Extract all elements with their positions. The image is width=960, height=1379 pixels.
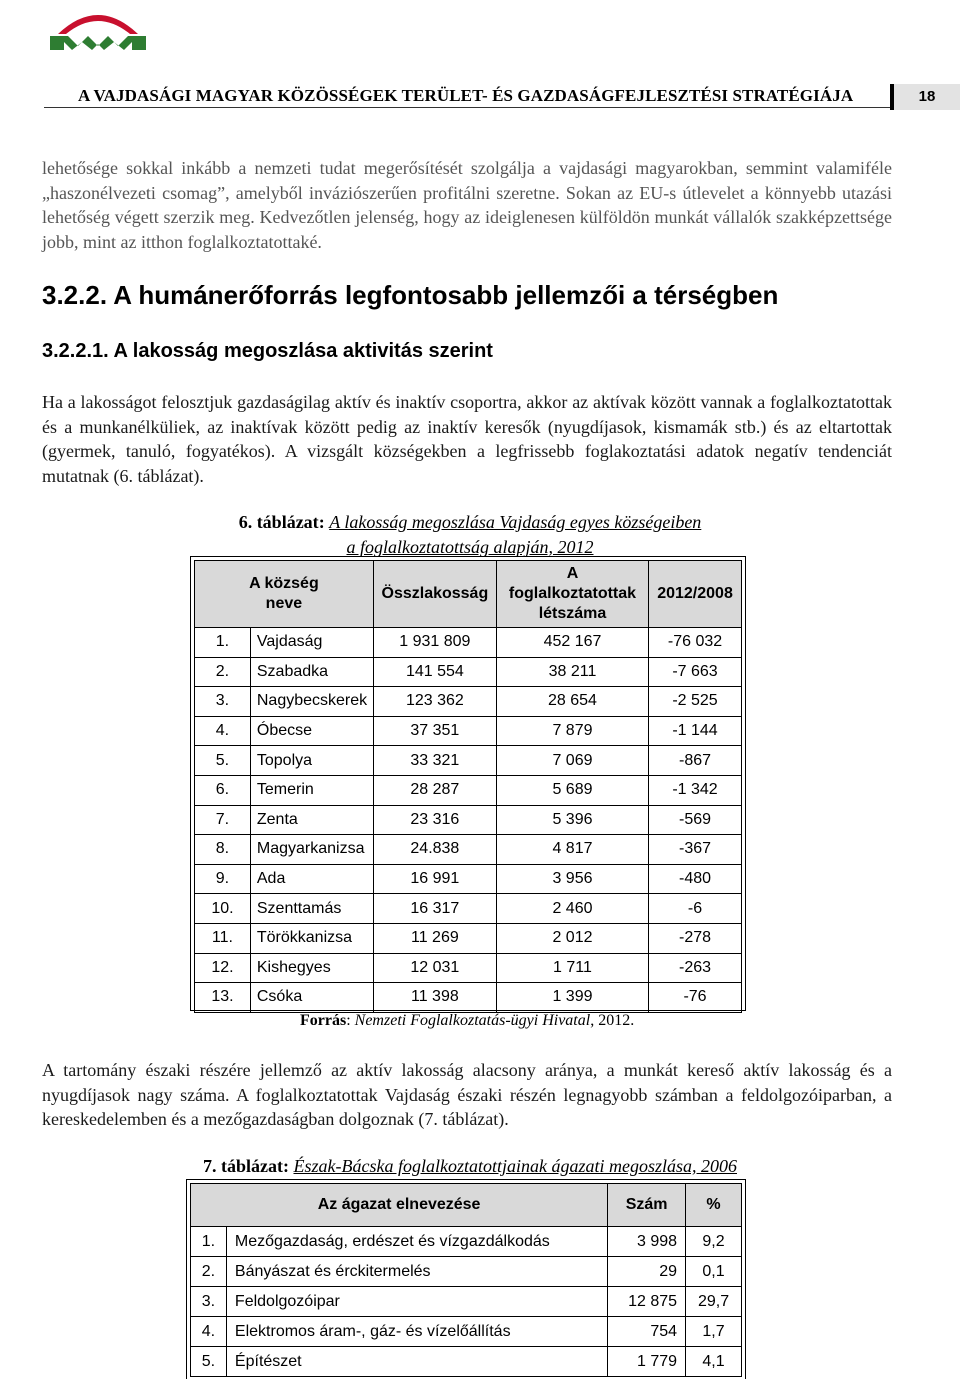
table7-header-sector: Az ágazat elnevezése (191, 1184, 608, 1227)
table6-row (195, 746, 742, 776)
table7-cell-row-number: 4. (191, 1317, 227, 1347)
table6-cell-employed: 452 167 (496, 628, 648, 658)
table7-row (191, 1227, 742, 1257)
table6-cell-row-number: 7. (195, 805, 251, 835)
table7-cell-count: 1 779 (608, 1347, 686, 1377)
table6-source: Forrás: Nemzeti Foglalkoztatás-ügyi Hivatal, 2012. (300, 1012, 635, 1029)
subsection-heading: 3.2.2.1. A lakosság megoszlása aktivitás szerint (42, 340, 493, 362)
table7-cell-sector-name: Építészet (226, 1347, 607, 1377)
table6-cell-municipality-name: Ada (250, 864, 373, 894)
table6-cell-population: 16 991 (373, 864, 496, 894)
table6-cell-municipality-name: Magyarkanizsa (250, 835, 373, 865)
table6-cell-change: -569 (649, 805, 742, 835)
table6-cell-employed: 1 711 (496, 953, 648, 983)
table7-cell-count: 12 875 (608, 1287, 686, 1317)
table6-cell-population: 24.838 (373, 835, 496, 865)
table7-cell-sector-name: Mezőgazdaság, erdészet és vízgazdálkodás (226, 1227, 607, 1257)
table6-cell-employed: 1 399 (496, 983, 648, 1013)
table6-header-population: Összlakosság (373, 561, 496, 628)
table6-cell-change: -480 (649, 864, 742, 894)
table6-caption: 6. táblázat: A lakosság megoszlása Vajdaság egyes községeiben (238, 512, 702, 532)
table6-cell-population: 16 317 (373, 894, 496, 924)
table6-cell-change: -263 (649, 953, 742, 983)
table6-cell-employed: 2 012 (496, 923, 648, 953)
intro-paragraph: lehetősége sokkal inkább a nemzeti tudat megerősítését szolgálja a vajdasági magyarokban, semmint valamiféle „haszonélvezeti csomag”, amelyből inváziószerűen profitálni szeretne. Sokan az EU-s útlevelet a könnyebb utazási lehetőség végett szerzik meg. Kedvezőtlen jelenség, hogy az ideiglenesen külföldön munkát vállalók szakképzettsége jobb, mint az itthon foglalkoztatottaké. (42, 158, 892, 252)
page-number: 18 (890, 84, 960, 110)
table6-cell-population: 11 269 (373, 923, 496, 953)
table7-label: 7. táblázat (203, 1156, 283, 1176)
table6-row (195, 864, 742, 894)
table7-cell-percent: 0,1 (686, 1257, 742, 1287)
table7-row (191, 1347, 742, 1377)
table7-header-row (191, 1184, 742, 1227)
table6-cell-change: -367 (649, 835, 742, 865)
table6-cell-row-number: 11. (195, 923, 251, 953)
table6-title-line1: A lakosság megoszlása Vajdaság egyes községeiben (329, 512, 702, 532)
table6-cell-population: 23 316 (373, 805, 496, 835)
table6-cell-population: 11 398 (373, 983, 496, 1013)
table6-row (195, 775, 742, 805)
table6-cell-row-number: 1. (195, 628, 251, 658)
organization-logo (44, 4, 152, 52)
table6-header-change: 2012/2008 (649, 561, 742, 628)
paragraph-north: A tartomány északi részére jellemző az aktív lakosság alacsony aránya, a munkát kereső aktív lakosság és a nyugdíjasok nagy száma. A foglalkoztatottak Vajdaság északi részén legnagyobb számban a feldolgozóiparban, a kereskedelemben és a mezőgazdaságban dolgoznak (7. táblázat). (42, 1060, 892, 1129)
table7-cell-count: 29 (608, 1257, 686, 1287)
table6-cell-population: 141 554 (373, 657, 496, 687)
table6-cell-population: 37 351 (373, 716, 496, 746)
table6-header-employed: A foglalkoztatottak létszáma (496, 561, 648, 628)
table6-cell-change: -1 144 (649, 716, 742, 746)
table7-cell-percent: 29,7 (686, 1287, 742, 1317)
table6-cell-change: -278 (649, 923, 742, 953)
table7-row (191, 1317, 742, 1347)
table6-cell-change: -1 342 (649, 775, 742, 805)
table6-cell-employed: 28 654 (496, 687, 648, 717)
table6-cell-municipality-name: Csóka (250, 983, 373, 1013)
table6-cell-population: 12 031 (373, 953, 496, 983)
table6-cell-employed: 2 460 (496, 894, 648, 924)
table7-row (191, 1287, 742, 1317)
table7-cell-sector-name: Bányászat és érckitermelés (226, 1257, 607, 1287)
table6-source-label: Forrás (300, 1012, 347, 1029)
table7-caption: 7. táblázat: Észak-Bácska foglalkoztatottjainak ágazati megoszlása, 2006 (203, 1156, 737, 1176)
table6-cell-change: -76 (649, 983, 742, 1013)
table6-source-text: Nemzeti Foglalkoztatás-ügyi Hivatal (354, 1012, 591, 1029)
table6-cell-population: 123 362 (373, 687, 496, 717)
table6-cell-population: 28 287 (373, 775, 496, 805)
table7-header-percent: % (686, 1184, 742, 1227)
table6-cell-municipality-name: Óbecse (250, 716, 373, 746)
running-header-title: A VAJDASÁGI MAGYAR KÖZÖSSÉGEK TERÜLET- ÉS GAZDASÁGFEJLESZTÉSI STRATÉGIÁJA (78, 86, 854, 105)
table6-header-row (195, 561, 742, 628)
table6-cell-change: -867 (649, 746, 742, 776)
paragraph-activity: Ha a lakosságot felosztjuk gazdaságilag aktív és inaktív csoportra, akkor az aktívak között vannak a foglalkoztatottak és a munkanélküliek, az inaktívak között pedig az inaktív keresők (nyugdíjasok, kismamák stb.) és az eltartottak (gyermek, tanuló, fogyatékos). A vizsgált községekben a legfrissebb foglakoztatási adatok negatív tendenciát mutatnak (6. táblázat). (42, 392, 892, 486)
table6-cell-row-number: 3. (195, 687, 251, 717)
table6-cell-employed: 3 956 (496, 864, 648, 894)
section-heading: 3.2.2. A humánerőforrás legfontosabb jellemzői a térségben (42, 280, 779, 310)
table7-row (191, 1257, 742, 1287)
table7-title: Észak-Bácska foglalkoztatottjainak ágazati megoszlása, 2006 (293, 1156, 737, 1176)
table6-cell-change: -76 032 (649, 628, 742, 658)
table6-cell-employed: 7 069 (496, 746, 648, 776)
table6-cell-population: 1 931 809 (373, 628, 496, 658)
table6-row (195, 716, 742, 746)
table6-cell-row-number: 9. (195, 864, 251, 894)
table7-cell-row-number: 1. (191, 1227, 227, 1257)
table7-cell-sector-name: Elektromos áram-, gáz- és vízelőállítás (226, 1317, 607, 1347)
table6-cell-change: -7 663 (649, 657, 742, 687)
table6-cell-municipality-name: Kishegyes (250, 953, 373, 983)
table6-title-line2: a foglalkoztatottság alapján, 2012 (346, 537, 594, 557)
table6-header-name: A község neve (195, 561, 374, 628)
table7-cell-row-number: 3. (191, 1287, 227, 1317)
table6-cell-row-number: 6. (195, 775, 251, 805)
table6-row (195, 687, 742, 717)
table7-cell-percent: 9,2 (686, 1227, 742, 1257)
table6-cell-municipality-name: Nagybecskerek (250, 687, 373, 717)
table6-row (195, 953, 742, 983)
table6-cell-municipality-name: Temerin (250, 775, 373, 805)
table6-cell-employed: 5 689 (496, 775, 648, 805)
table6-cell-employed: 5 396 (496, 805, 648, 835)
table6-cell-change: -2 525 (649, 687, 742, 717)
table7-cell-sector-name: Feldolgozóipar (226, 1287, 607, 1317)
table6-row (195, 835, 742, 865)
table6-cell-municipality-name: Zenta (250, 805, 373, 835)
table6-cell-municipality-name: Vajdaság (250, 628, 373, 658)
table7 (190, 1183, 742, 1377)
table6-row (195, 628, 742, 658)
table6-cell-row-number: 2. (195, 657, 251, 687)
table6-cell-municipality-name: Topolya (250, 746, 373, 776)
table7-cell-row-number: 5. (191, 1347, 227, 1377)
table7-cell-percent: 4,1 (686, 1347, 742, 1377)
table6-cell-municipality-name: Törökkanizsa (250, 923, 373, 953)
table6-caption-line2 (230, 537, 710, 558)
table6-source-year: , 2012. (590, 1012, 635, 1029)
table6-cell-municipality-name: Szabadka (250, 657, 373, 687)
table6-cell-employed: 7 879 (496, 716, 648, 746)
table6-label: 6. táblázat (238, 512, 319, 532)
table6-cell-population: 33 321 (373, 746, 496, 776)
table7-cell-count: 3 998 (608, 1227, 686, 1257)
table6-row (195, 983, 742, 1013)
table6-row (195, 923, 742, 953)
table6-row (195, 657, 742, 687)
table6-cell-row-number: 12. (195, 953, 251, 983)
table6-cell-row-number: 5. (195, 746, 251, 776)
table7-cell-percent: 1,7 (686, 1317, 742, 1347)
table6-cell-row-number: 4. (195, 716, 251, 746)
table7-cell-row-number: 2. (191, 1257, 227, 1287)
table6-row (195, 894, 742, 924)
table7-cell-count: 754 (608, 1317, 686, 1347)
header-divider (44, 107, 890, 108)
table6-cell-row-number: 13. (195, 983, 251, 1013)
table6 (194, 560, 742, 1013)
table6-cell-change: -6 (649, 894, 742, 924)
table6-cell-employed: 38 211 (496, 657, 648, 687)
table7-header-count: Szám (608, 1184, 686, 1227)
table6-cell-employed: 4 817 (496, 835, 648, 865)
table6-cell-row-number: 8. (195, 835, 251, 865)
table6-cell-row-number: 10. (195, 894, 251, 924)
table6-cell-municipality-name: Szenttamás (250, 894, 373, 924)
table6-row (195, 805, 742, 835)
